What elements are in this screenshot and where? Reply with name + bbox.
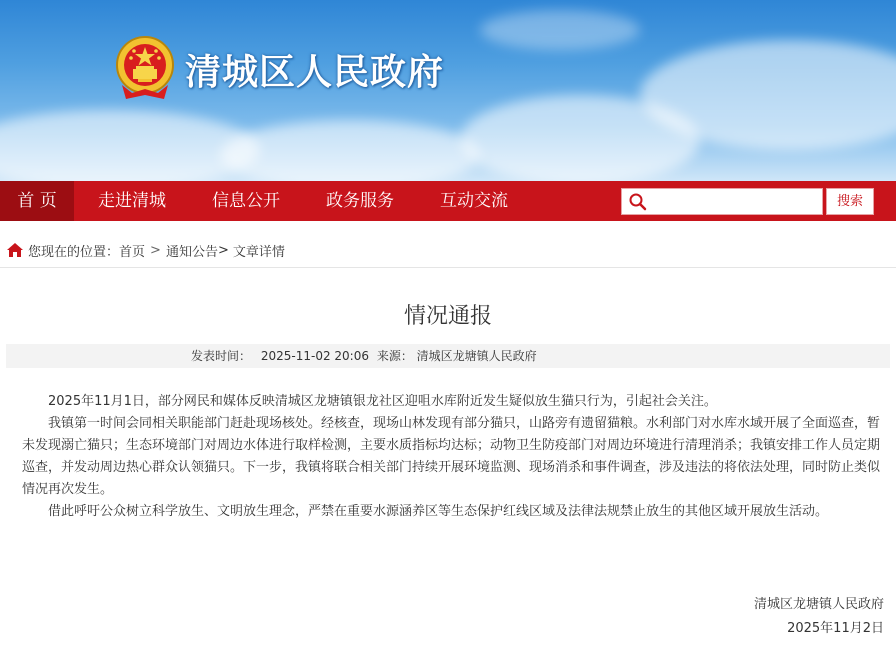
national-emblem-icon [112,33,178,105]
article-title: 情况通报 [403,304,492,329]
main-nav [0,181,896,221]
article-body [22,391,880,523]
home-icon [6,242,24,258]
breadcrumb-prefix: 您现在的位置： [28,244,120,260]
article-paragraph: 借此呼吁公众树立科学放生、文明放生理念，严禁在重要水源涵养区等生态保护红线区域及法律法规禁止放生的其他区域开展放生活动。 [48,504,829,519]
breadcrumb-separator: > [150,242,161,258]
nav-item-about[interactable]: 走进清城 [98,191,166,211]
published-label: 发表时间： [191,349,252,363]
breadcrumb-separator: > [217,242,229,258]
breadcrumb-item-notices[interactable]: 通知公告 [165,244,218,260]
source-value: 清城区龙塘镇人民政府 [416,349,537,363]
article-paragraph: 2025年11月1日，部分网民和媒体反映清城区龙塘镇银龙社区迎咀水库附近发生疑似放生猫只行为，引起社会关注。 [48,394,717,409]
published-value: 2025-11-02 20:06 [260,349,369,363]
nav-item-home[interactable]: 首 页 [0,181,74,221]
search-box [621,188,823,215]
breadcrumb-item-home[interactable]: 首页 [119,244,146,260]
breadcrumb [6,240,285,260]
search-button[interactable]: 搜索 [826,188,874,215]
site-title: 清城区人民政府 [185,52,445,93]
article-signature [754,593,884,641]
nav-item-info-disclosure[interactable]: 信息公开 [212,191,280,211]
breadcrumb-item-current: 文章详情 [232,244,285,260]
nav-item-interaction[interactable]: 互动交流 [440,191,508,211]
search-input[interactable] [652,191,820,212]
nav-item-gov-services[interactable]: 政务服务 [326,191,394,211]
signature-date: 2025年11月2日 [787,621,884,636]
source-label: 来源： [376,349,413,363]
divider [0,267,896,268]
header-banner [0,0,896,181]
article-meta [6,344,890,368]
search-icon [628,192,648,212]
signature-org: 清城区龙塘镇人民政府 [753,597,884,612]
cloud-decoration [220,120,480,181]
cloud-decoration [480,10,640,50]
article-paragraph: 我镇第一时间会同相关职能部门赶赴现场核处。经核查，现场山林发现有部分猫只，山路旁有遗留猫粮。水利部门对水库水域开展了全面巡查，暂未发现溺亡猫只；生态环境部门对周边水体进行取样检测，主要水质指标均达标；动物卫生防疫部门对周边环境进行清理消杀；我镇安排工作人员定期巡查，并发动周边热心群众认领猫只。下一步，我镇将联合相关部门持续开展环境监测、现场消杀和事件调查，涉及违法的将依法处理，同时防止类似情况再次发生。 [22,416,881,497]
cloud-decoration [0,110,260,181]
